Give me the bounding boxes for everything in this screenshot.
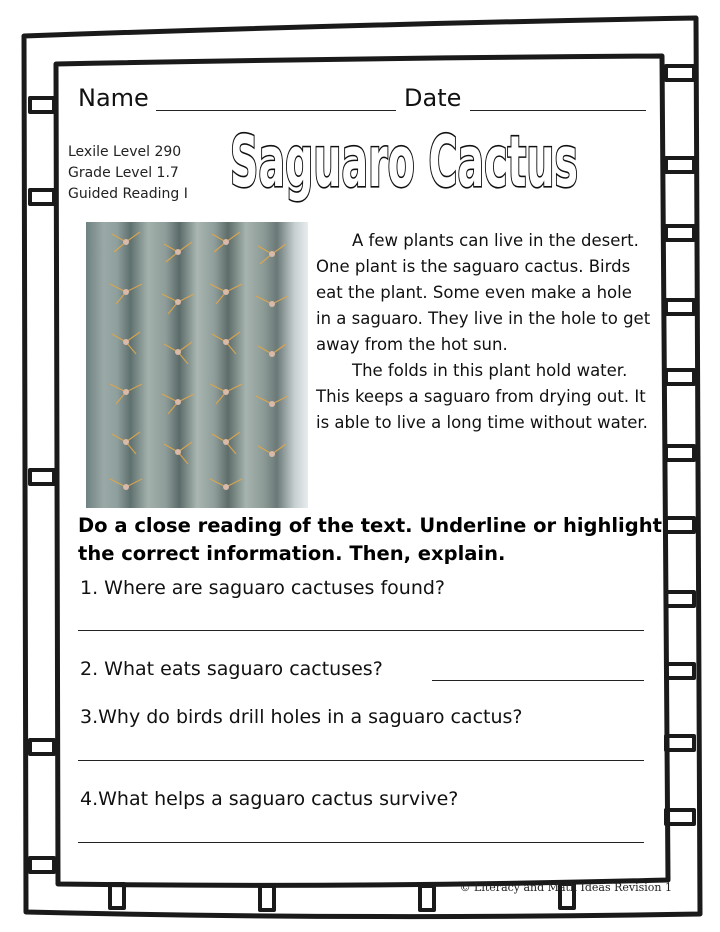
question-2: 2. What eats saguaro cactuses?	[80, 658, 383, 680]
question-1: 1. Where are saguaro cactuses found?	[80, 577, 446, 599]
reading-levels	[68, 142, 188, 205]
date-blank[interactable]	[470, 110, 646, 111]
page-title: Saguaro Cactus	[230, 121, 578, 203]
answer-line-4[interactable]	[78, 842, 644, 843]
copyright-notice: © Literacy and Math Ideas Revision 1	[459, 881, 672, 894]
instructions: Do a close reading of the text. Underline or highlight the correct information. Then, explain.	[78, 514, 662, 565]
story-text	[316, 228, 652, 436]
story-paragraph-2: The folds in this plant hold water. This keeps a saguaro from drying out. It is able to live a long time without water.	[316, 361, 648, 432]
name-label: Name	[78, 84, 149, 112]
name-blank[interactable]	[156, 110, 396, 111]
cactus-spines	[86, 222, 308, 508]
question-3: 3.Why do birds drill holes in a saguaro cactus?	[80, 706, 523, 728]
question-4: 4.What helps a saguaro cactus survive?	[80, 788, 459, 810]
answer-line-3[interactable]	[78, 760, 644, 761]
guided-reading-level: Guided Reading I	[68, 186, 188, 202]
date-label: Date	[404, 84, 462, 112]
page-title-svg	[226, 120, 582, 210]
lexile-level: Lexile Level 290	[68, 144, 182, 160]
answer-line-1[interactable]	[78, 630, 644, 631]
saguaro-cactus-photo	[86, 222, 308, 508]
page-title-wrap	[226, 120, 582, 210]
answer-line-2[interactable]	[432, 680, 644, 681]
story-paragraph-1: A few plants can live in the desert. One plant is the saguaro cactus. Birds eat the plant. Some even make a hole in a saguaro. They live in the hole to get away from the hot sun.	[316, 231, 651, 354]
grade-level: Grade Level 1.7	[68, 165, 179, 181]
